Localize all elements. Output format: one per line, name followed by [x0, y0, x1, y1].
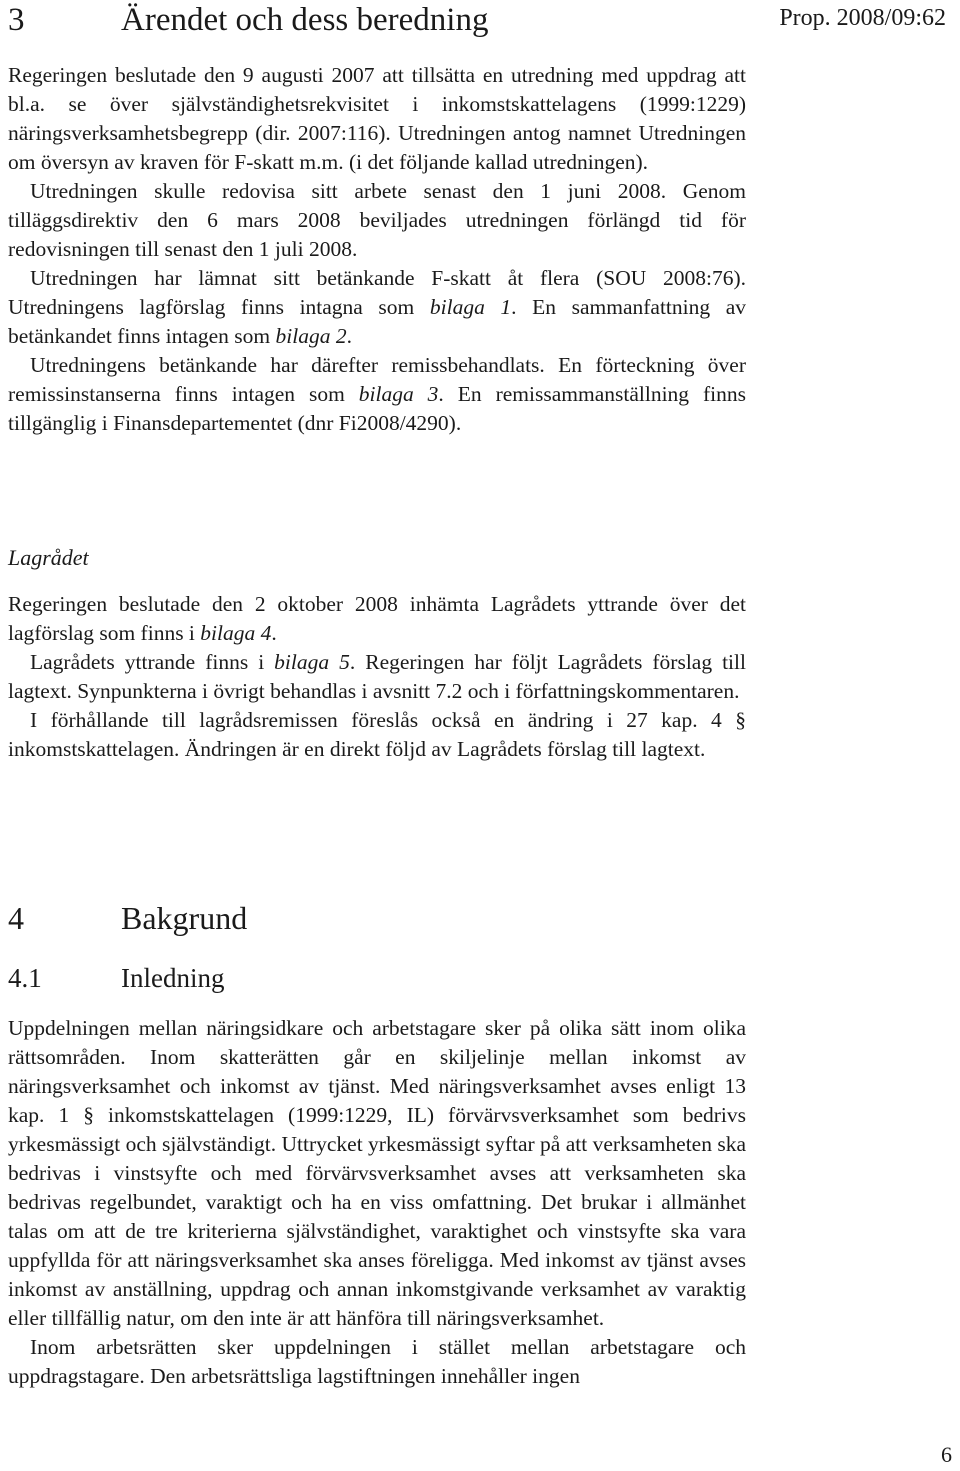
text-run: Regeringen beslutade den 2 oktober 2008 inhämta Lagrådets yttrande över det lagförslag som finns i [8, 592, 746, 645]
text-run: Lagrådets yttrande finns i [30, 650, 275, 674]
chapter4-heading [8, 896, 247, 940]
annex-reference: bilaga 2 [275, 324, 347, 348]
text-run: . En remissammanställning finns tillgänglig i Finansdepartementet (dnr Fi2008/4290). [8, 382, 746, 435]
annex-reference: bilaga 5 [274, 650, 350, 674]
text-run: . [346, 324, 352, 348]
proposition-reference: Prop. 2008/09:62 [779, 5, 946, 31]
paragraph: I förhållande till lagrådsremissen föreslås också en ändring i 27 kap. 4 § inkomstskattelagen. Ändringen är en direkt följd av Lagrådets förslag till lagtext. [8, 708, 746, 761]
paragraph: Inom arbetsrätten sker uppdelningen i stället mellan arbetstagare och uppdragstagare. Den arbetsrättsliga lagstiftningen innehåller ingen [8, 1335, 746, 1388]
paragraph [8, 351, 746, 438]
paragraph [8, 590, 746, 648]
section-lagradet-text [8, 590, 746, 764]
annex-reference: bilaga 3 [358, 382, 439, 406]
section-heading [8, 960, 224, 996]
annex-reference: bilaga 1 [429, 295, 512, 319]
section-number: 4.1 [8, 963, 42, 993]
chapter4-number: 4 [8, 900, 24, 936]
section-arendet-text [8, 61, 746, 438]
paragraph: Regeringen beslutade den 9 augusti 2007 att tillsätta en utredning med uppdrag att bl.a. se över självständighetsrekvisitet i inkomstskattelagens (1999:1229) näringsverksamhetsbegrepp (dir. 2007:116). Utredningen antog namnet Utredningen om översyn av kraven för F-skatt m.m. (i det följande kallad utredningen). [8, 63, 746, 174]
paragraph [8, 648, 746, 706]
chapter-title: Ärendet och dess beredning [121, 2, 489, 38]
chapter-heading [8, 0, 488, 40]
chapter4-title: Bakgrund [121, 900, 248, 936]
text-run: . En sammanfattning av betänkandet finns intagen som [8, 295, 747, 348]
paragraph: Utredningen skulle redovisa sitt arbete senast den 1 juni 2008. Genom tilläggsdirektiv den 6 mars 2008 beviljades utredningen förlängd tid för redovisningen till senast den 1 juli 2008. [8, 179, 746, 261]
paragraph [8, 264, 746, 351]
chapter-number: 3 [8, 2, 25, 38]
text-run: . Regeringen har följt Lagrådets förslag till lagtext. Synpunkterna i övrigt behandlas i avsnitt 7.2 och i författningskommentaren. [8, 650, 746, 703]
section-inledning-text [8, 1014, 746, 1391]
paragraph: Uppdelningen mellan näringsidkare och arbetstagare sker på olika sätt inom olika rättsområden. Inom skatterätten går en skiljelinje mellan inkomst av näringsverksamhet och inkomst av tjänst. Med näringsverksamhet avses enligt 13 kap. 1 § inkomstskattelagen (1999:1229, IL) förvärvsverksamhet som bedrivs yrkesmässigt och självständigt. Uttrycket yrkesmässigt syftar på att verksamheten ska bedrivas i vinstsyfte och med förvärvsverksamhet avses att verksamheten ska bedrivas regelbundet, varaktigt och ha en viss omfattning. Det brukar i allmänhet talas om att de tre kriterierna självständighet, varaktighet och vinstsyfte ska vara uppfyllda för att näringsverksamhet ska anses föreligga. Med inkomst av tjänst avses inkomst av anställning, uppdrag och annan inkomstgivande verksamhet av varaktig eller tillfällig natur, om den inte är att hänföra till näringsverksamhet. [8, 1016, 746, 1330]
section-title: Inledning [121, 963, 225, 993]
text-run: . [271, 621, 277, 645]
annex-reference: bilaga 4 [200, 621, 272, 645]
page-number: 6 [941, 1442, 952, 1467]
lagradet-heading: Lagrådet [8, 545, 89, 570]
text-run: Utredningens betänkande har därefter remissbehandlats. En förteckning över remissinstanserna finns intagen som [8, 353, 746, 406]
text-run: Utredningen har lämnat sitt betänkande F-skatt åt flera (SOU 2008:76). Utredningens lagförslag finns intagna som [8, 266, 746, 319]
